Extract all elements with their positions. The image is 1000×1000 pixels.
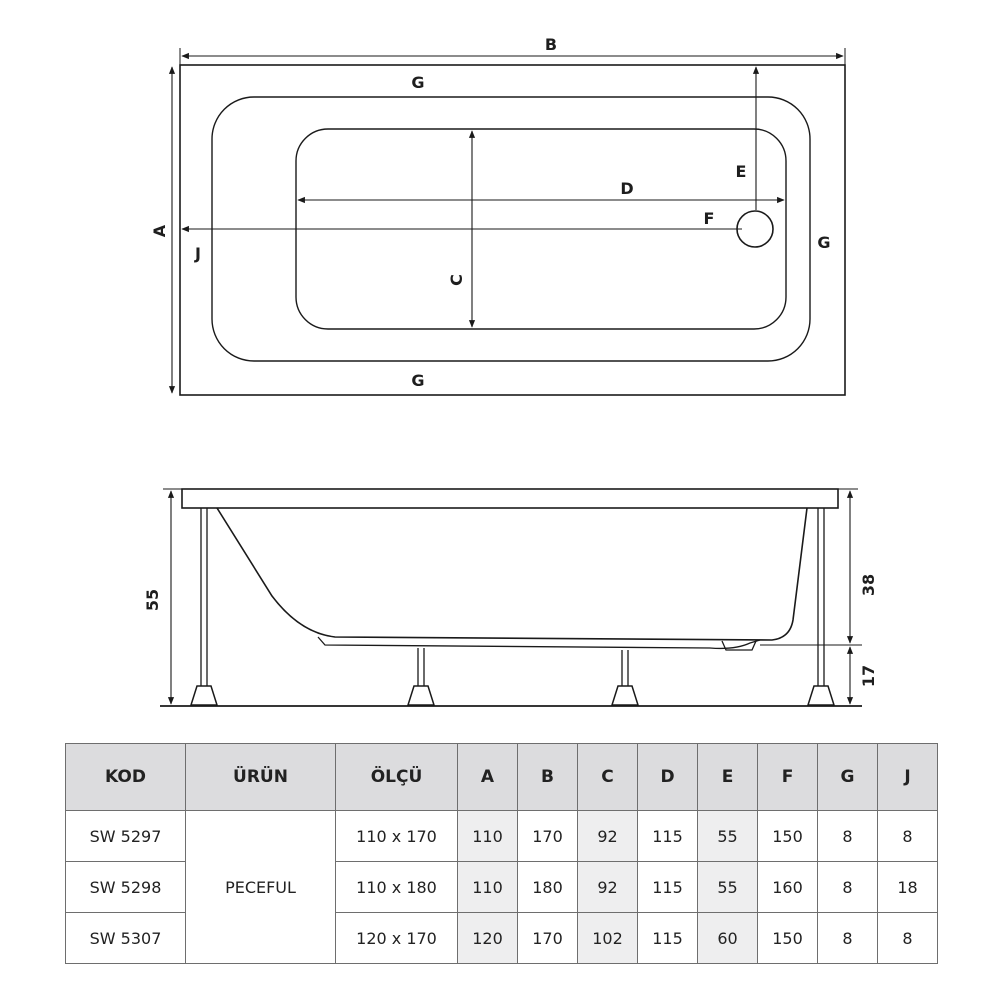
- cell-j: 8: [878, 811, 938, 862]
- label-g-bottom: G: [411, 371, 425, 390]
- label-d: D: [620, 179, 634, 198]
- cell-j: 8: [878, 913, 938, 964]
- table-row: [66, 811, 938, 862]
- label-g-top: G: [411, 73, 425, 92]
- cell-product-name: PECEFUL: [186, 811, 336, 964]
- specification-table: [65, 743, 938, 964]
- tub-body: [217, 508, 807, 640]
- leg-3: [612, 650, 638, 705]
- label-height-total: 55: [143, 588, 162, 612]
- label-j: J: [195, 244, 201, 263]
- leg-2: [408, 648, 434, 705]
- header-j: J: [878, 744, 938, 811]
- cell-kod: SW 5297: [66, 811, 186, 862]
- cell-d: 115: [638, 862, 698, 913]
- leg-4: [808, 508, 834, 705]
- cell-f: 150: [758, 913, 818, 964]
- header-f: F: [758, 744, 818, 811]
- label-a: A: [150, 224, 169, 238]
- cell-a: 120: [458, 913, 518, 964]
- cell-f: 160: [758, 862, 818, 913]
- cell-f: 150: [758, 811, 818, 862]
- label-e: E: [735, 162, 747, 181]
- cell-d: 115: [638, 811, 698, 862]
- cell-olcu: 120 x 170: [336, 913, 458, 964]
- cell-olcu: 110 x 170: [336, 811, 458, 862]
- label-height-tub: 38: [859, 573, 878, 597]
- label-c: C: [447, 274, 466, 286]
- label-b: B: [544, 35, 558, 54]
- cell-b: 170: [518, 811, 578, 862]
- cell-j: 18: [878, 862, 938, 913]
- cell-d: 115: [638, 913, 698, 964]
- label-g-right: G: [817, 233, 831, 252]
- header-olcu: ÖLÇÜ: [336, 744, 458, 811]
- header-a: A: [458, 744, 518, 811]
- cell-kod: SW 5307: [66, 913, 186, 964]
- label-f: F: [703, 209, 715, 228]
- tub-rim: [182, 489, 838, 508]
- leg-1: [191, 508, 217, 705]
- cell-g: 8: [818, 913, 878, 964]
- header-kod: KOD: [66, 744, 186, 811]
- cell-b: 170: [518, 913, 578, 964]
- header-urun: ÜRÜN: [186, 744, 336, 811]
- table-header-row: [66, 744, 938, 811]
- cell-e: 55: [698, 811, 758, 862]
- header-c: C: [578, 744, 638, 811]
- cell-e: 60: [698, 913, 758, 964]
- cell-b: 180: [518, 862, 578, 913]
- top-view: [150, 35, 845, 395]
- outer-rim: [180, 65, 845, 395]
- cell-olcu: 110 x 180: [336, 862, 458, 913]
- cell-g: 8: [818, 811, 878, 862]
- header-b: B: [518, 744, 578, 811]
- cell-a: 110: [458, 862, 518, 913]
- header-e: E: [698, 744, 758, 811]
- cell-c: 92: [578, 862, 638, 913]
- cell-a: 110: [458, 811, 518, 862]
- header-d: D: [638, 744, 698, 811]
- header-g: G: [818, 744, 878, 811]
- cell-c: 102: [578, 913, 638, 964]
- cell-kod: SW 5298: [66, 862, 186, 913]
- label-height-leg: 17: [859, 664, 878, 688]
- cell-e: 55: [698, 862, 758, 913]
- cell-c: 92: [578, 811, 638, 862]
- drain-hole: [737, 211, 773, 247]
- side-view: [143, 489, 878, 706]
- cell-g: 8: [818, 862, 878, 913]
